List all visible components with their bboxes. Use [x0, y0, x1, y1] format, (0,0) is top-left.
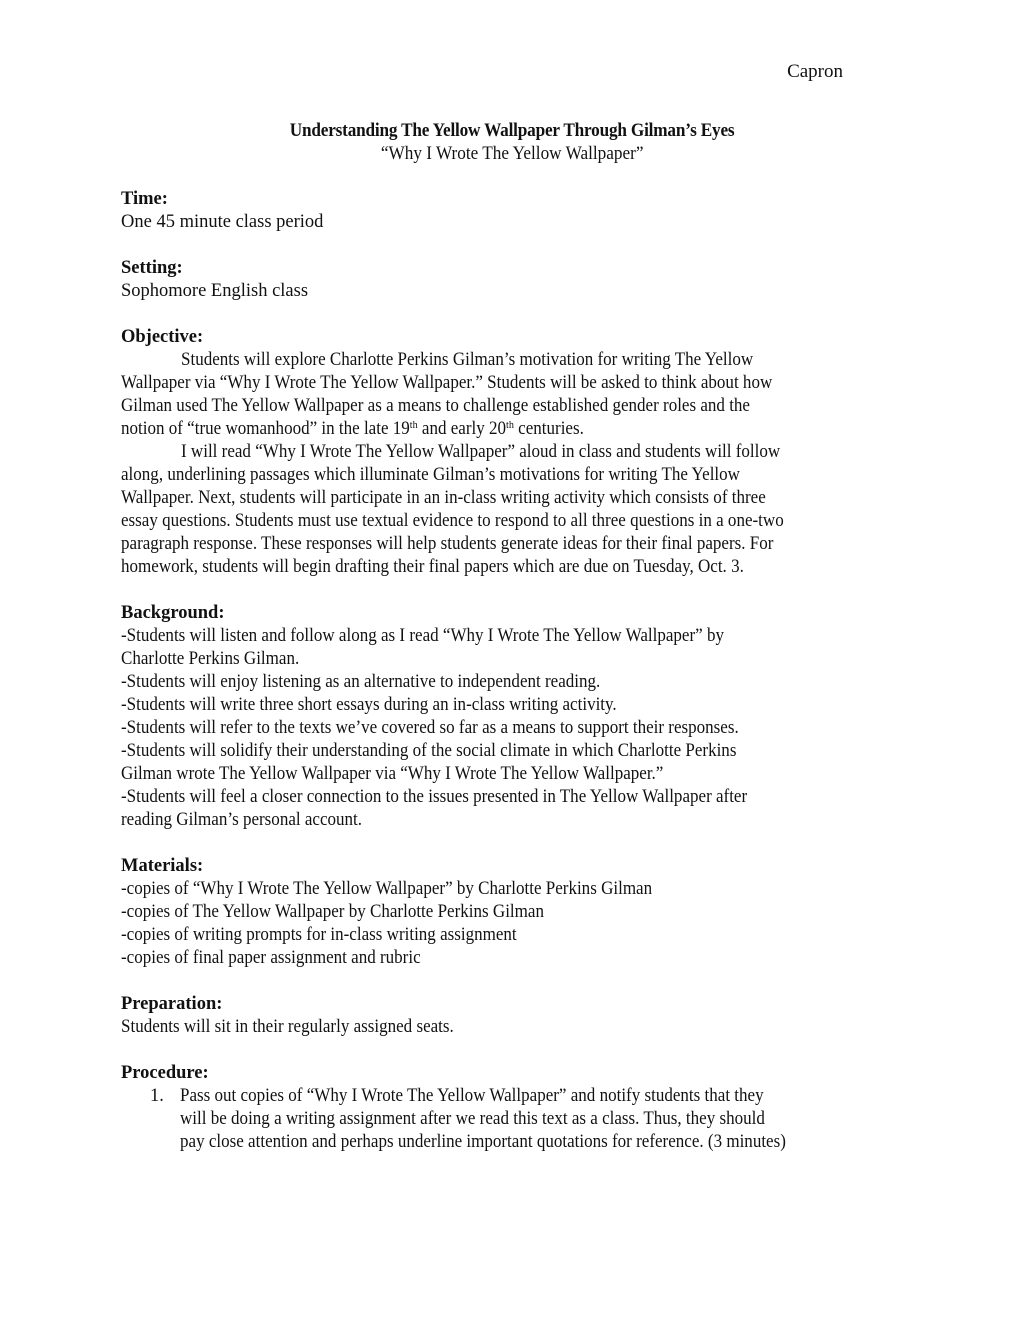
objective-line: [121, 395, 911, 418]
background-line: [121, 786, 911, 809]
materials-item: [121, 878, 911, 901]
background-line: [121, 694, 911, 717]
objective-line: [121, 441, 911, 464]
document-subtitle: “Why I Wrote The Yellow Wallpaper”: [380, 144, 644, 164]
objective-line-text: paragraph response. These responses will help students generate ideas for their final papers. For: [121, 534, 774, 554]
objective-line: [121, 556, 911, 579]
objective-line: [121, 349, 911, 372]
preparation-text-content: Students will sit in their regularly assigned seats.: [121, 1017, 454, 1037]
materials-item: [121, 924, 911, 947]
title-block: [0, 120, 1024, 166]
setting-text: Sophomore English class: [121, 281, 309, 301]
background-line-text: -Students will write three short essays during an in-class writing activity.: [121, 695, 617, 715]
objective-line-text: along, underlining passages which illuminate Gilman’s motivations for writing The Yellow: [121, 465, 740, 485]
objective-line-text: homework, students will begin drafting their final papers which are due on Tuesday, Oct. 3.: [121, 557, 744, 577]
background-line-text: -Students will refer to the texts we’ve covered so far as a means to support their responses.: [121, 718, 739, 738]
section-time: [121, 188, 911, 234]
objective-line-text: Gilman used The Yellow Wallpaper as a means to challenge established gender roles and the: [121, 396, 750, 416]
section-setting: [121, 257, 911, 303]
materials-item-text: -copies of writing prompts for in-class writing assignment: [121, 925, 517, 945]
procedure-step-line: [180, 1108, 911, 1131]
section-heading-materials: Materials:: [121, 856, 204, 876]
materials-item-text: -copies of The Yellow Wallpaper by Charlotte Perkins Gilman: [121, 902, 544, 922]
section-heading-setting: Setting:: [121, 258, 183, 278]
header-author-name: Capron: [787, 61, 843, 82]
background-line-text: -Students will solidify their understanding of the social climate in which Charlotte Perkins: [121, 741, 737, 761]
section-heading-objective: Objective:: [121, 327, 204, 347]
objective-line: [121, 533, 911, 556]
background-line: [121, 763, 911, 786]
preparation-text: [121, 1016, 911, 1039]
section-heading-preparation: Preparation:: [121, 994, 223, 1014]
objective-line: [121, 487, 911, 510]
procedure-step-text: will be doing a writing assignment after we read this text as a class. Thus, they should: [180, 1109, 765, 1129]
objective-line: [121, 510, 911, 533]
background-line: [121, 648, 911, 671]
objective-text-fragment: centuries.: [513, 419, 584, 439]
procedure-step: [121, 1085, 911, 1154]
procedure-step-number: 1.: [150, 1086, 164, 1106]
objective-text-fragment: notion of “true womanhood” in the late 19: [121, 419, 410, 439]
background-line: [121, 717, 911, 740]
objective-line-text: I will read “Why I Wrote The Yellow Wallpaper” aloud in class and students will follow: [181, 442, 781, 462]
objective-text-fragment: and early 20: [417, 419, 507, 439]
background-line-text: reading Gilman’s personal account.: [121, 810, 363, 830]
materials-item-text: -copies of “Why I Wrote The Yellow Wallpaper” by Charlotte Perkins Gilman: [121, 879, 653, 899]
document-body: [121, 188, 911, 1154]
background-line-text: -Students will enjoy listening as an alternative to independent reading.: [121, 672, 601, 692]
section-materials: [121, 855, 911, 970]
background-line: [121, 625, 911, 648]
objective-line: [121, 418, 911, 441]
objective-line-text: essay questions. Students must use textual evidence to respond to all three questions in a one-two: [121, 511, 784, 531]
section-procedure: [121, 1062, 911, 1154]
materials-item-text: -copies of final paper assignment and rubric: [121, 948, 421, 968]
procedure-step-line: [180, 1131, 911, 1154]
background-line-text: Charlotte Perkins Gilman.: [121, 649, 300, 669]
procedure-step-text: pay close attention and perhaps underline important quotations for reference. (3 minutes): [180, 1132, 786, 1152]
procedure-step-line: [180, 1085, 911, 1108]
superscript: th: [409, 419, 418, 431]
time-text: One 45 minute class period: [121, 212, 324, 232]
section-objective: [121, 326, 911, 579]
superscript: th: [506, 419, 514, 431]
section-heading-procedure: Procedure:: [121, 1063, 209, 1083]
background-line: [121, 809, 911, 832]
objective-line-text: [121, 418, 584, 441]
objective-line: [121, 372, 911, 395]
section-heading-background: Background:: [121, 603, 225, 623]
materials-item: [121, 901, 911, 924]
materials-item: [121, 947, 911, 970]
background-line-text: Gilman wrote The Yellow Wallpaper via “Why I Wrote The Yellow Wallpaper.”: [121, 764, 664, 784]
procedure-step-text: Pass out copies of “Why I Wrote The Yellow Wallpaper” and notify students that they: [180, 1086, 764, 1106]
background-line: [121, 740, 911, 763]
background-line-text: -Students will feel a closer connection to the issues presented in The Yellow Wallpaper after: [121, 787, 748, 807]
background-line: [121, 671, 911, 694]
section-heading-time: Time:: [121, 189, 168, 209]
objective-line-text: Wallpaper. Next, students will participate in an in-class writing activity which consists of three: [121, 488, 766, 508]
section-preparation: [121, 993, 911, 1039]
objective-line-text: Wallpaper via “Why I Wrote The Yellow Wallpaper.” Students will be asked to think about how: [121, 373, 773, 393]
objective-line-text: Students will explore Charlotte Perkins Gilman’s motivation for writing The Yellow: [181, 350, 754, 370]
document-title: Understanding The Yellow Wallpaper Through Gilman’s Eyes: [289, 121, 735, 141]
background-line-text: -Students will listen and follow along as I read “Why I Wrote The Yellow Wallpaper” by: [121, 626, 724, 646]
objective-line: [121, 464, 911, 487]
section-background: [121, 602, 911, 832]
